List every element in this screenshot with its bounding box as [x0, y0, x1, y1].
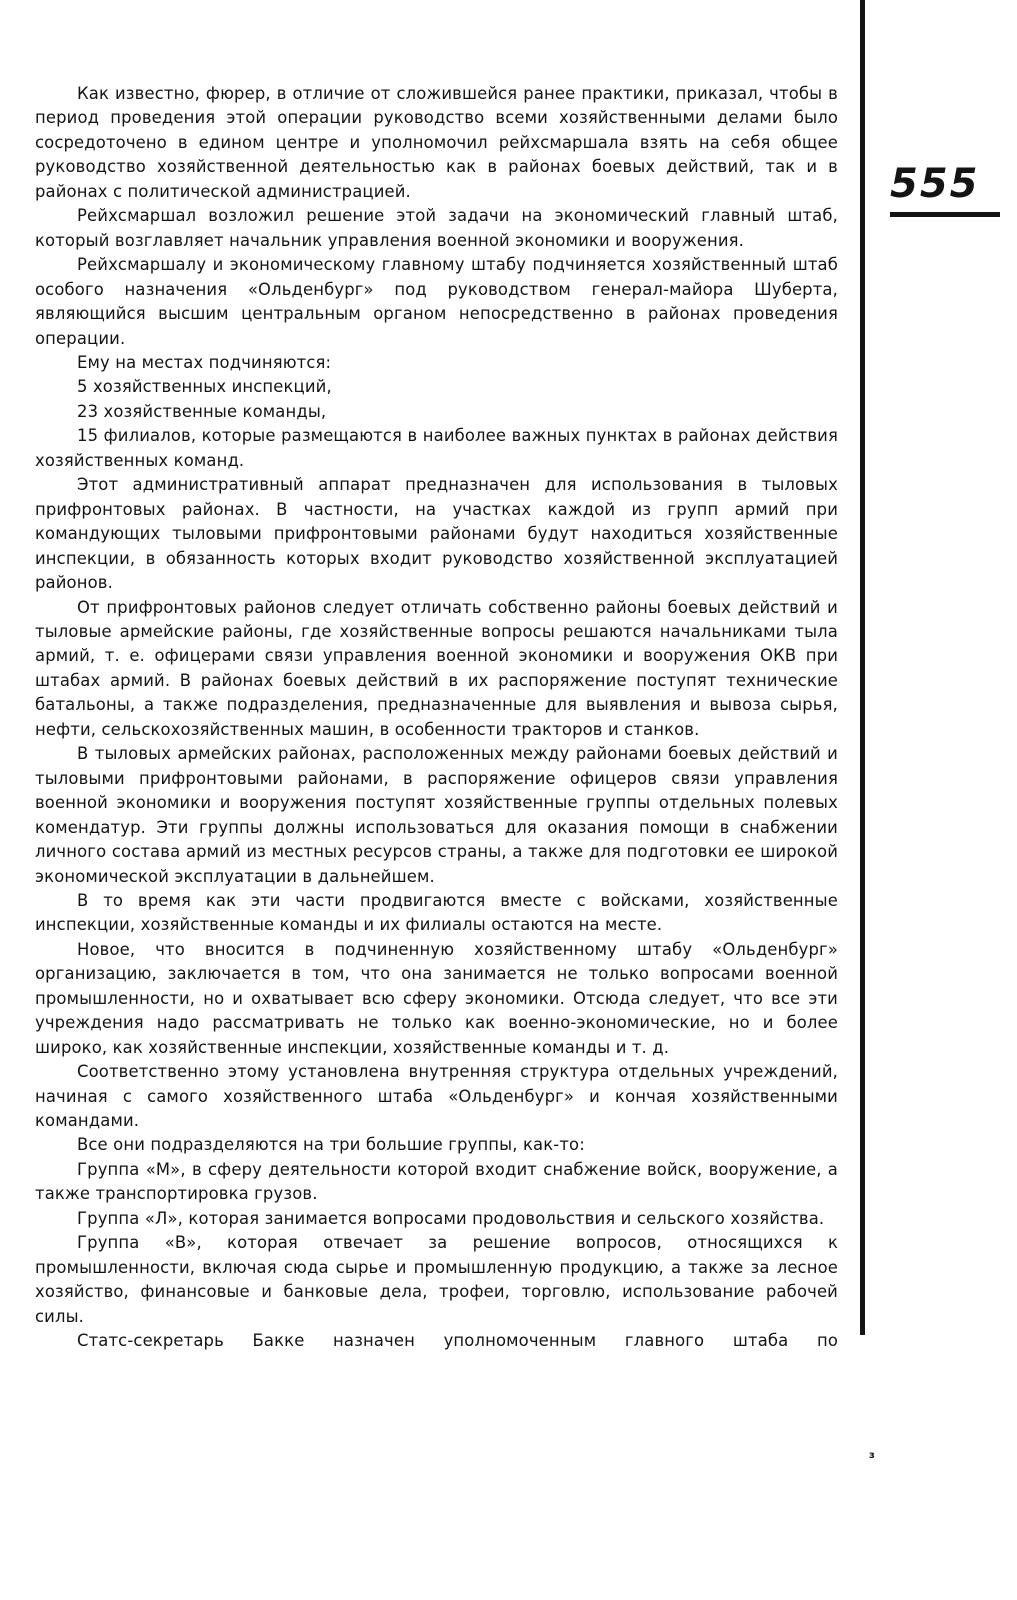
paragraph: Группа «М», в сферу деятельности которой входит снабжение войск, вооружение, а также транспортировка грузов.	[35, 1159, 838, 1204]
paragraph: Как известно, фюрер, в отличие от сложившейся ранее практики, приказал, чтобы в период проведения этой операции руководство всеми хозяйственными делами было сосредоточено в едином центре и уполномочил рейхсмаршала взять на себя общее руководство хозяйственной деятельностью как в районах боевых действий, так и в районах с политической администрацией.	[35, 84, 838, 201]
paragraph: В то время как эти части продвигаются вместе с войсками, хозяйственные инспекции, хозяйственные команды и их филиалы остаются на месте.	[35, 890, 838, 935]
vertical-margin-rule	[860, 0, 865, 1335]
paragraph: Этот административный аппарат предназначен для использования в тыловых прифронтовых районах. В частности, на участках каждой из групп армий при командующих тыловыми прифронтовыми районами будут находиться хозяйственные инспекции, в обязанность которых входит руководство хозяйственной эксплуатацией районов.	[35, 475, 838, 593]
list-item: 5 хозяйственных инспекций,	[77, 377, 332, 397]
paragraph: От прифронтовых районов следует отличать собственно районы боевых действий и тыловые армейские районы, где хозяйственные вопросы решаются начальниками тыла армий, т. е. офицерами связи управления военной экономики и вооружения ОКВ при штабах армий. В районах боевых действий в их распоряжение поступят технические батальоны, а также подразделения, предназначенные для выявления и вывоза сырья, нефти, сельскохозяйственных машин, в особенности тракторов и станков.	[35, 597, 838, 739]
paragraph: Новое, что вносится в подчиненную хозяйственному штабу «Ольденбург» организацию, заключается в том, что она занимается не только вопросами военной промышленности, но и охватывает всю сферу экономики. Отсюда следует, что все эти учреждения надо рассматривать не только как военно-экономические, но и более широко, как хозяйственные инспекции, хозяйственные команды и т. д.	[35, 939, 838, 1057]
paragraph: Соответственно этому установлена внутренняя структура отдельных учреждений, начиная с самого хозяйственного штаба «Ольденбург» и кончая хозяйственными командами.	[35, 1062, 838, 1131]
paragraph: Все они подразделяются на три большие группы, как-то:	[77, 1135, 585, 1155]
paragraph: Статс-секретарь Бакке назначен уполномоченным главного штаба по	[77, 1331, 838, 1351]
body-text	[35, 82, 838, 1354]
paragraph: Группа «В», которая отвечает за решение вопросов, относящихся к промышленности, включая сюда сырье и промышленную продукцию, а также за лесное хозяйство, финансовые и банковые дела, трофеи, торговлю, использование рабочей силы.	[35, 1233, 838, 1326]
paragraph: В тыловых армейских районах, расположенных между районами боевых действий и тыловыми прифронтовыми районами, в распоряжение офицеров связи управления военной экономики и вооружения поступят хозяйственные группы отдельных полевых комендатур. Эти группы должны использоваться для оказания помощи в снабжении личного состава армий из местных ресурсов страны, а также для подготовки ее широкой экономической эксплуатации в дальнейшем.	[35, 744, 838, 886]
page-number: 555	[890, 161, 980, 207]
paragraph: Группа «Л», которая занимается вопросами продовольствия и сельского хозяйства.	[77, 1208, 825, 1228]
margin-mark: з	[869, 1450, 875, 1461]
paragraph: Ему на местах подчиняются:	[77, 352, 332, 372]
list-item: 23 хозяйственные команды,	[77, 401, 327, 421]
list-item: 15 филиалов, которые размещаются в наиболее важных пунктах в районах действия хозяйственных команд.	[35, 426, 838, 470]
page-number-underline	[890, 212, 1000, 217]
paragraph: Рейхсмаршал возложил решение этой задачи на экономический главный штаб, который возглавляет начальник управления военной экономики и вооружения.	[35, 206, 838, 250]
paragraph: Рейхсмаршалу и экономическому главному штабу подчиняется хозяйственный штаб особого назначения «Ольденбург» под руководством генерал-майора Шуберта, являющийся высшим центральным органом непосредственно в районах проведения операции.	[35, 255, 838, 348]
